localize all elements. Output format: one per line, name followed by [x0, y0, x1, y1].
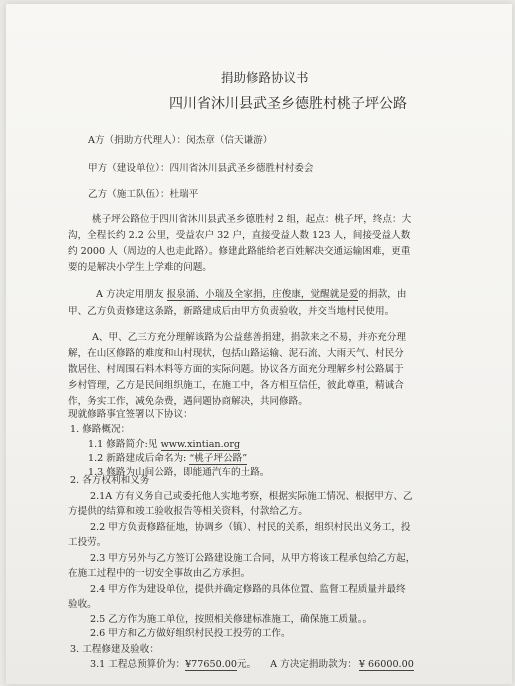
section-2-2-line: 工投劳。	[68, 537, 107, 548]
donation-amount: ¥ 66000.00	[358, 659, 414, 670]
section-2-2-line: 2.2 甲方负责修路征地，协调乡（镇）、村民的关系，组织村民出义务工，投	[90, 522, 411, 533]
section-3-1	[90, 659, 414, 671]
section-2-3-line: 在施工过程中的一切安全事故由乙方承担。	[68, 568, 251, 579]
para2-line: 甲、乙方负责修建这条路，新路建成后由甲方负责验收，并交当地村民使用。	[68, 306, 395, 317]
section-2-1-line: 方提供的结算和竣工验收报告等相关资料，付款给乙方。	[68, 506, 308, 517]
section-2-1-line: 2.1A 方有义务自己或委托他人实地考察，根据实际施工情况、根据甲方、乙	[90, 491, 413, 502]
section-1-2	[88, 453, 247, 465]
budget-amount: ¥77650.00	[185, 659, 237, 670]
jia-value: 四川省沐川县武圣乡德胜村村委会	[169, 163, 314, 174]
website-link[interactable]: www.xintian.org	[160, 439, 241, 450]
para1-line: 约 2000 人（周边的人也走此路）。修建此路能给老百姓解决交通运输困难，更重	[68, 246, 411, 257]
donor-names: 报泉涌、小瑞及全家捐，庄俊康，觉醒就是爱	[166, 289, 359, 300]
para3-line: A、甲、乙三方充分理解该路为公益慈善捐建，捐款来之不易，并亦充分理	[92, 332, 406, 343]
section-2-5: 2.5 乙方作为施工单位，按照相关修建标准施工，确保施工质量。。	[90, 614, 373, 625]
para2-line	[96, 289, 406, 301]
party-a-line	[88, 135, 272, 147]
para2-start: A 方决定用朋友	[96, 289, 164, 300]
section-3-title: 3. 工程修建及验收：	[70, 644, 159, 655]
section-2-3-line: 2.3 甲方另外与乙方签订公路建设施工合同，从甲方将该工程承包给乙方起，	[90, 553, 416, 564]
section-3-1-a-label: A 方决定捐助款为：	[270, 659, 357, 670]
yi-value: 杜瑞平	[169, 189, 199, 200]
para1-line: 桃子坪公路位于四川省沐川县武圣乡德胜村 2 组，起点：桃子坪，终点：大	[92, 214, 412, 225]
para1-line: 沟，全程长约 2.2 公里，受益农户 32 户，直接受益人数 123 人，间接受益人数	[68, 230, 411, 241]
para3-line: 解，在山区修路的难度和山村现状，包括山路运输、泥石流、大雨天气、村民分	[68, 348, 404, 359]
document-title: 捐助修路协议书	[221, 70, 309, 85]
budget-unit: 元。	[236, 659, 257, 670]
para3-line: 乡村管理，乙方是民间组织施工，在施工中，各方相互信任，彼此尊重，精诚合	[68, 380, 404, 391]
agreement-page	[6, 4, 512, 684]
jia-line	[88, 163, 313, 175]
yi-line	[88, 189, 198, 201]
section-1-2-label: 1.2 新路建成后命名为:	[88, 453, 187, 464]
para2-end: 的捐款，由	[358, 289, 407, 300]
party-a-label: A方（捐助方代理人）：	[88, 135, 187, 146]
party-a-value: 闵杰章（信天谦游）	[186, 135, 273, 146]
section-2-6: 2.6 甲方和乙方做好组织村民投工投劳的工作。	[90, 628, 291, 639]
road-name: “桃子坪公路”	[189, 453, 248, 464]
section-2-title: 2. 各方权利和义务	[70, 475, 150, 486]
section-1-title: 1. 修路概况：	[70, 424, 131, 435]
agreement-intro: 现就修路事宜签署以下协议：	[68, 409, 193, 420]
document-subtitle: 四川省沐川县武圣乡德胜村桃子坪公路	[169, 96, 407, 112]
para1-line: 要的是解决小学生上学难的问题。	[68, 262, 212, 273]
section-1-1-label: 1.1 修路简介:见	[88, 439, 161, 450]
para3-line: 作，务实工作，减免杂费，遇问题协商解决，共同修路。	[68, 396, 308, 407]
para3-line: 散居住、村周围石料木料等方面的实际问题。协议各方面充分理解乡村公路属于	[68, 364, 404, 375]
section-3-1-label: 3.1 工程总预算价为：	[90, 659, 186, 670]
yi-label: 乙方（施工队伍）：	[88, 189, 170, 200]
section-2-4-line: 验收。	[68, 599, 97, 610]
section-1-1	[88, 439, 240, 451]
section-2-4-line: 2.4 甲方作为建设单位，提供并确定修路的具体位置、监督工程质量并最终	[90, 584, 406, 595]
section-1-3: 1.3 修路为山间公路，即能通汽车的土路。	[88, 467, 270, 478]
jia-label: 甲方（建设单位）：	[88, 163, 170, 174]
